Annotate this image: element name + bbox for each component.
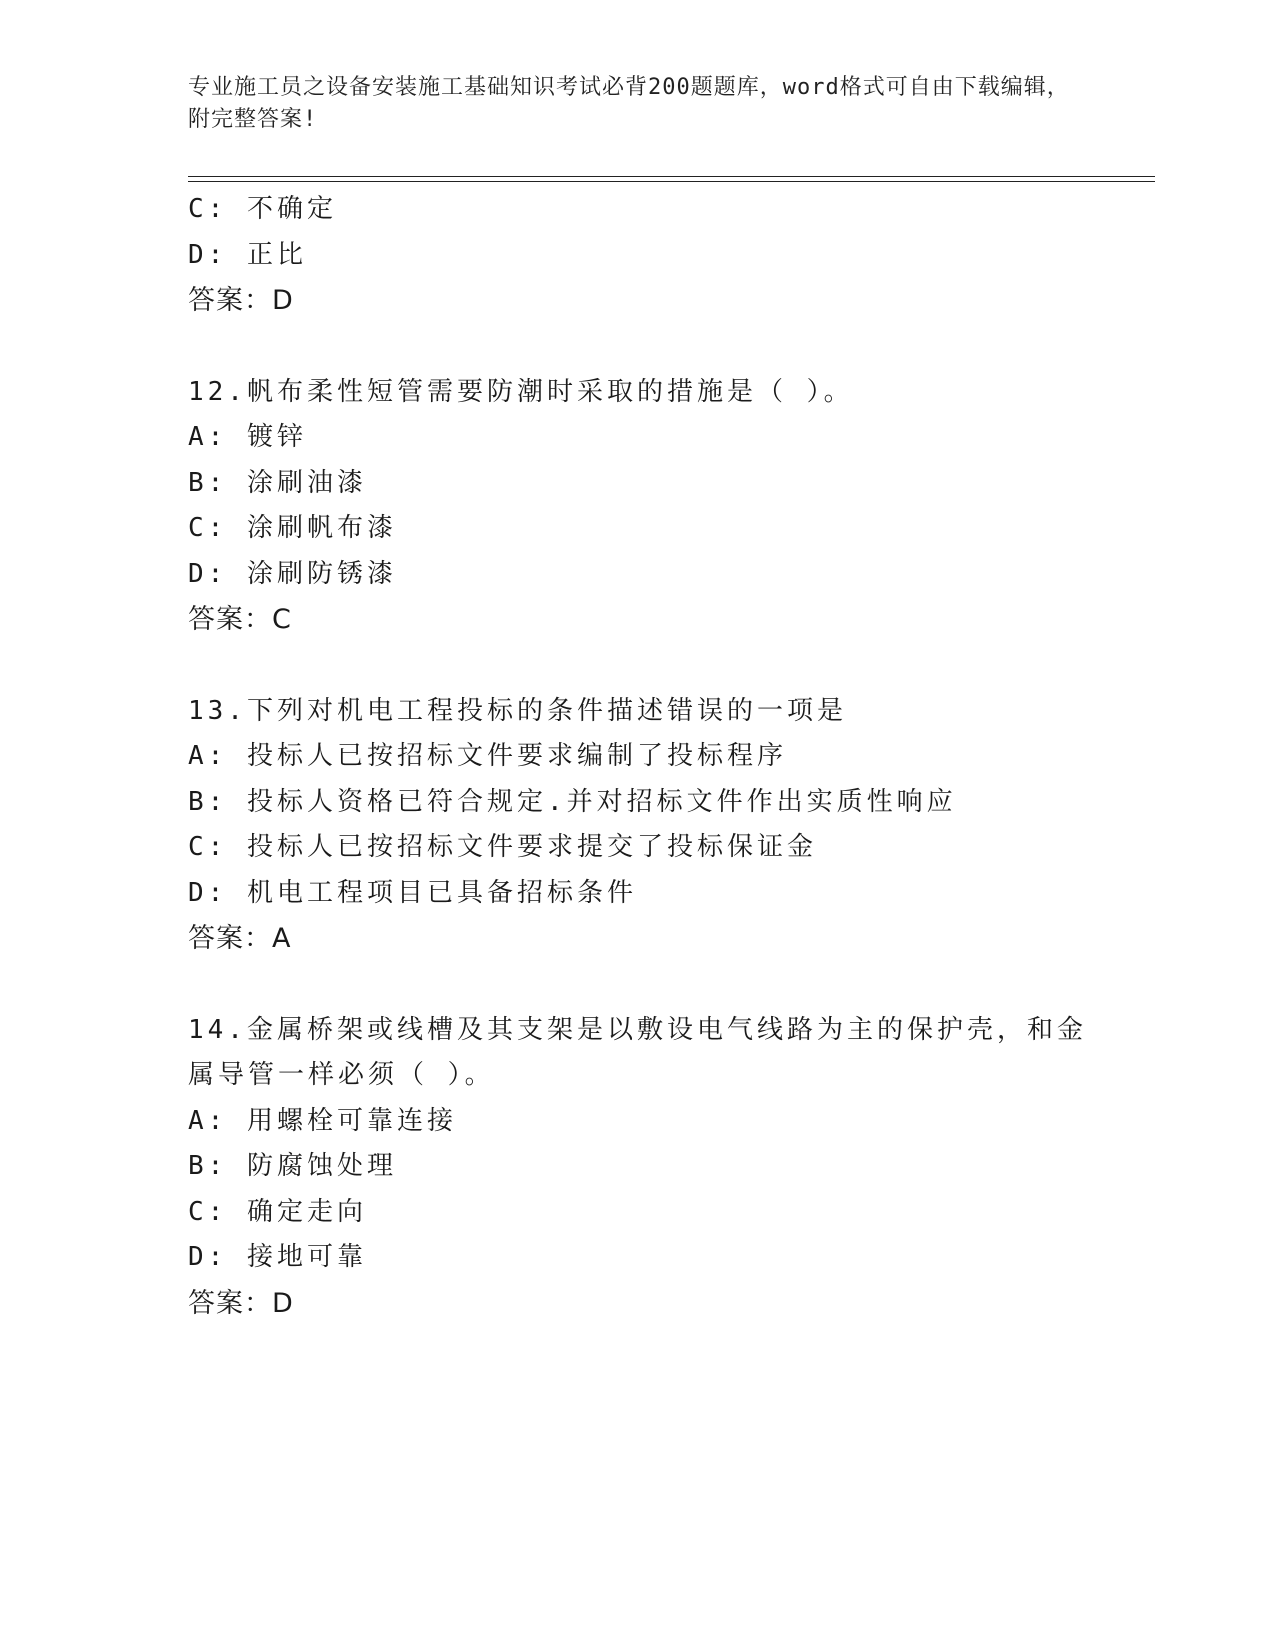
- option-d: D: 正比: [188, 239, 307, 270]
- question-list: [188, 187, 1148, 1372]
- option-a: A: 镀锌: [188, 422, 307, 452]
- question-block: [188, 187, 1148, 324]
- option-a: A: 用螺栓可靠连接: [188, 1105, 457, 1136]
- option-d: D: 接地可靠: [188, 1242, 367, 1272]
- option-d: D: 涂刷防锈漆: [188, 558, 397, 589]
- option-a: A: 投标人已按招标文件要求编制了投标程序: [188, 741, 787, 771]
- option-c: C: 确定走向: [188, 1196, 367, 1227]
- option-b: B: 防腐蚀处理: [188, 1151, 397, 1181]
- question-stem: 14.金属桥架或线槽及其支架是以敷设电气线路为主的保护壳，和金属导管一样必须（ ）。: [188, 1014, 1087, 1090]
- question-stem: 13.下列对机电工程投标的条件描述错误的一项是: [188, 695, 847, 726]
- answer-line: 答案：A: [188, 923, 292, 954]
- option-d: D: 机电工程项目已具备招标条件: [188, 877, 637, 908]
- option-c: C: 投标人已按招标文件要求提交了投标保证金: [188, 832, 817, 862]
- option-b: B: 投标人资格已符合规定.并对招标文件作出实质性响应: [188, 786, 957, 817]
- question-block: [188, 689, 1148, 962]
- page-header: [188, 72, 1088, 136]
- question-stem: 12.帆布柔性短管需要防潮时采取的措施是（ ）。: [188, 376, 854, 407]
- option-c: C: 涂刷帆布漆: [188, 513, 397, 543]
- option-c: C: 不确定: [188, 194, 337, 224]
- answer-line: 答案：C: [188, 604, 292, 635]
- option-b: B: 涂刷油漆: [188, 467, 367, 498]
- header-rule-top: [188, 176, 1155, 177]
- answer-line: 答案：D: [188, 285, 294, 316]
- document-title: 专业施工员之设备安装施工基础知识考试必背200题题库，word格式可自由下载编辑，附完整答案!: [188, 75, 1070, 132]
- answer-line: 答案：D: [188, 1287, 294, 1319]
- question-block: [188, 1008, 1148, 1327]
- header-rule-bottom: [188, 181, 1155, 182]
- question-block: [188, 370, 1148, 643]
